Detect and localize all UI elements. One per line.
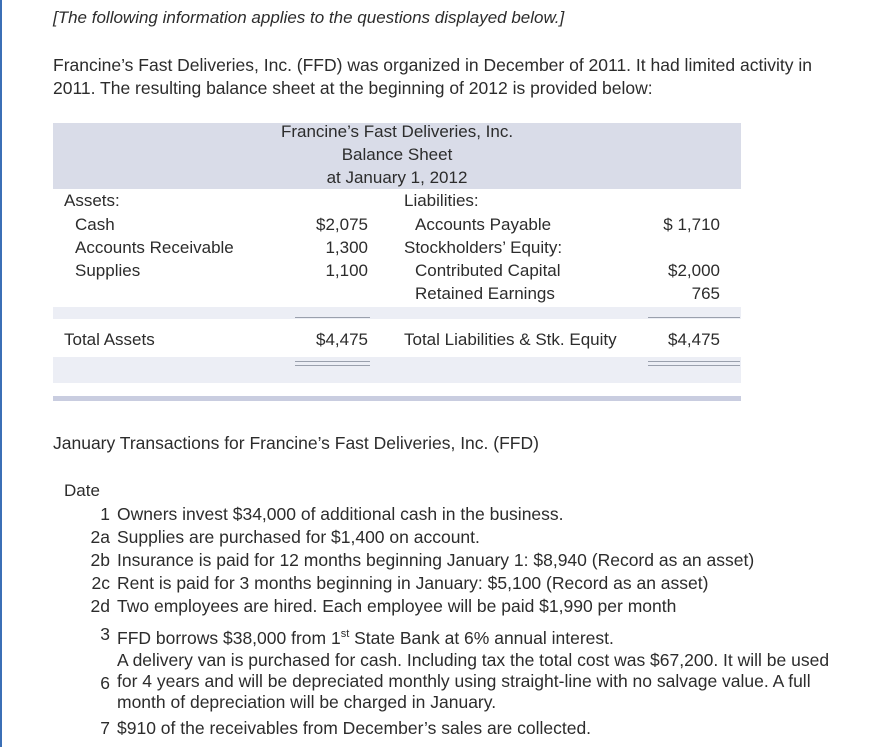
transaction-text: $910 of the receivables from December’s sales are collected. xyxy=(117,718,592,738)
liabilities-header: Liabilities: xyxy=(404,191,479,210)
transaction-date: 6 xyxy=(100,673,110,693)
double-rule xyxy=(295,361,370,362)
equity-header: Stockholders’ Equity: xyxy=(404,238,563,257)
accounts-payable-amount: $ 1,710 xyxy=(663,215,720,234)
transaction-text-part: State Bank at 6% annual interest. xyxy=(349,627,614,648)
transaction-text: Insurance is paid for 12 months beginning January 1: $8,940 (Record as an asset) xyxy=(117,550,755,570)
balance-sheet-date: at January 1, 2012 xyxy=(326,168,468,187)
date-header: Date xyxy=(64,481,100,500)
ordinal-suffix: st xyxy=(340,628,350,640)
total-liab-equity-amount: $4,475 xyxy=(668,330,720,349)
transaction-date: 3 xyxy=(100,624,110,644)
spacer-band xyxy=(53,307,741,319)
subtotal-rule xyxy=(295,317,370,318)
intro-note: [The following information applies to the questions displayed below.] xyxy=(53,8,565,27)
asset-label: Supplies xyxy=(75,261,141,280)
transaction-date: 2a xyxy=(90,527,110,547)
contributed-capital-amount: $2,000 xyxy=(668,261,720,280)
transaction-date: 2c xyxy=(91,573,110,593)
total-assets-label: Total Assets xyxy=(64,330,155,349)
transaction-text: A delivery van is purchased for cash. Including tax the total cost was $67,200. It will be used for 4 years and will be depreciated monthly using straight-line with no salvage value. A full month of depreciation will be charged in January. xyxy=(117,650,830,712)
transactions-title: January Transactions for Francine’s Fast Deliveries, Inc. (FFD) xyxy=(53,433,539,453)
transaction-date: 2b xyxy=(90,550,110,570)
double-rule xyxy=(648,361,740,362)
transaction-text: Owners invest $34,000 of additional cash in the business. xyxy=(117,504,564,524)
balance-sheet-bottom-bar xyxy=(53,396,741,401)
subtotal-rule xyxy=(648,317,740,318)
double-rule xyxy=(648,365,740,366)
balance-sheet-title: Balance Sheet xyxy=(341,145,453,164)
asset-amount: 1,100 xyxy=(325,261,368,280)
retained-earnings-label: Retained Earnings xyxy=(415,284,555,303)
assets-header: Assets: xyxy=(64,191,120,210)
left-border xyxy=(0,0,2,747)
transaction-date: 2d xyxy=(90,596,110,616)
transaction-text: Two employees are hired. Each employee will be paid $1,990 per month xyxy=(117,596,677,616)
total-band xyxy=(53,357,741,383)
double-rule xyxy=(295,365,370,366)
asset-label: Cash xyxy=(75,215,115,234)
transaction-text xyxy=(117,624,832,649)
transaction-date: 7 xyxy=(100,718,110,738)
contributed-capital-label: Contributed Capital xyxy=(415,261,561,280)
transaction-date: 1 xyxy=(100,504,110,524)
balance-sheet-company: Francine’s Fast Deliveries, Inc. xyxy=(280,122,514,141)
retained-earnings-amount: 765 xyxy=(691,284,720,303)
asset-label: Accounts Receivable xyxy=(75,238,234,257)
accounts-payable-label: Accounts Payable xyxy=(415,215,552,234)
asset-amount: 1,300 xyxy=(325,238,368,257)
intro-paragraph: Francine’s Fast Deliveries, Inc. (FFD) was organized in December of 2011. It had limited activity in 2011. The resulting balance sheet at the beginning of 2012 is provided below: xyxy=(53,55,812,98)
transaction-text: Rent is paid for 3 months beginning in January: $5,100 (Record as an asset) xyxy=(117,573,709,593)
transaction-text: Supplies are purchased for $1,400 on account. xyxy=(117,527,480,547)
total-assets-amount: $4,475 xyxy=(316,330,368,349)
asset-amount: $2,075 xyxy=(316,215,368,234)
transaction-text-part: FFD borrows $38,000 from 1 xyxy=(117,627,341,648)
total-liab-equity-label: Total Liabilities & Stk. Equity xyxy=(404,330,617,349)
